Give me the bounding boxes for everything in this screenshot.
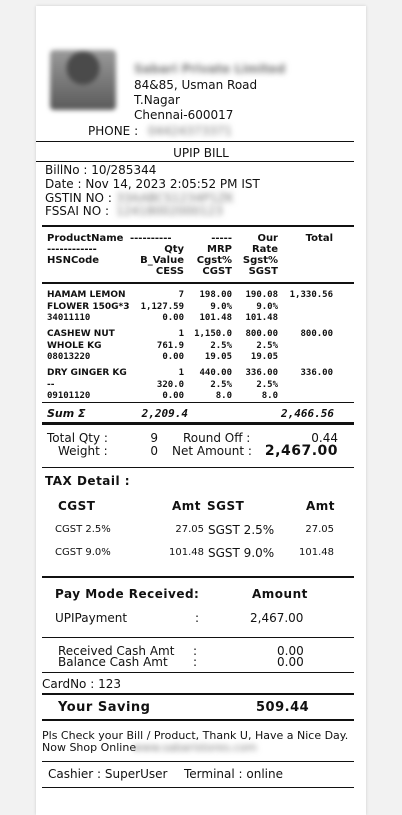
fssai-label: FSSAI NO : (45, 204, 109, 218)
cashier: Cashier : SuperUser (48, 767, 168, 781)
receipt-paper (36, 6, 366, 815)
bill-title: UPIP BILL (173, 146, 229, 160)
item-qty: 1 (178, 329, 184, 339)
item-cgst-pct: 2.5% (210, 380, 232, 390)
header-sgst-pct: Sgst% (242, 255, 278, 266)
store-address-line2: T.Nagar (134, 93, 180, 107)
tax-head-cgst: CGST (58, 499, 96, 513)
tax-head-amt: Amt (172, 499, 202, 513)
tax-sgst-rate: SGST 9.0% (208, 546, 275, 560)
tax-head-sgst: SGST (207, 499, 245, 513)
item-b-value: 761.9 (156, 341, 184, 351)
header-dashes: ---------- (130, 233, 172, 244)
item-sgst-pct: 2.5% (256, 380, 278, 390)
item-hsn: 34011110 (47, 313, 91, 323)
item-rate: 190.08 (245, 290, 278, 300)
divider (42, 787, 354, 788)
divider-thick (42, 719, 354, 721)
saving-value: 509.44 (256, 700, 310, 715)
sum-b-value: 2,209.4 (141, 407, 188, 420)
divider-thick (42, 422, 354, 425)
header-dashes: ----- (211, 233, 232, 244)
item-sgst-pct: 2.5% (256, 341, 278, 351)
item-cess: 0.00 (162, 352, 184, 362)
divider (42, 467, 354, 468)
header-cgst: CGST (202, 266, 232, 277)
item-cgst-pct: 9.0% (210, 302, 232, 312)
item-qty: 1 (178, 368, 184, 378)
header-qty: Qty (164, 244, 184, 255)
fssai-value: 12418002000123 (116, 204, 223, 218)
weight-value: 0 (150, 444, 158, 458)
item-sgst: 19.05 (250, 352, 278, 362)
weight-label: Weight : (58, 444, 108, 458)
pay-mode-colon: : (194, 587, 199, 601)
footer-website: www.sabaristores.com (133, 741, 257, 754)
bill-date: Date : Nov 14, 2023 2:05:52 PM IST (45, 177, 260, 191)
store-phone-value: 04424373371 (148, 124, 232, 138)
pay-mode-label: Pay Mode Received (55, 587, 195, 601)
header-sgst: SGST (248, 266, 278, 277)
header-total: Total (305, 233, 333, 244)
store-phone-label: PHONE : (88, 124, 139, 138)
tax-detail-title: TAX Detail : (45, 474, 131, 488)
total-qty-value: 9 (150, 431, 158, 445)
item-sgst-pct: 9.0% (256, 302, 278, 312)
item-qty: 7 (178, 290, 184, 300)
item-name: HAMAM LEMON (47, 290, 126, 300)
item-cgst: 19.05 (204, 352, 232, 362)
tax-head-amt: Amt (306, 499, 336, 513)
received-cash-label: Received Cash Amt (58, 644, 175, 658)
item-name: FLOWER 150G*3 (47, 302, 130, 312)
item-cgst: 8.0 (215, 391, 232, 401)
item-total: 1,330.56 (289, 290, 333, 300)
header-our: Our (257, 233, 278, 244)
item-name: CASHEW NUT (47, 329, 115, 339)
item-mrp: 198.00 (199, 290, 232, 300)
item-cgst: 101.48 (199, 313, 232, 323)
item-mrp: 1,150.0 (194, 329, 232, 339)
divider (36, 161, 354, 162)
item-cess: 0.00 (162, 313, 184, 323)
divider-thick (42, 282, 354, 284)
item-b-value: 320.0 (156, 380, 184, 390)
item-name: -- (47, 380, 55, 390)
item-cgst-pct: 2.5% (210, 341, 232, 351)
item-rate: 336.00 (245, 368, 278, 378)
round-off-label: Round Off : (183, 431, 251, 445)
balance-cash-colon: : (193, 655, 198, 669)
store-address-line3: Chennai-600017 (134, 108, 234, 122)
item-hsn: 08013220 (47, 352, 91, 362)
divider (42, 672, 354, 673)
total-qty-label: Total Qty : (47, 431, 108, 445)
divider-thick (42, 225, 354, 227)
divider (42, 761, 354, 762)
saving-label: Your Saving (58, 700, 151, 715)
item-b-value: 1,127.59 (140, 302, 184, 312)
gstin-value: 33AABCS1234P1ZK (116, 191, 234, 205)
divider (36, 141, 354, 142)
item-cess: 0.00 (162, 391, 184, 401)
header-product-name: ProductName (47, 233, 124, 244)
sum-total: 2,466.56 (281, 407, 334, 420)
pay-amount-label: Amount (252, 587, 308, 601)
divider-thick (42, 576, 354, 578)
gstin-label: GSTIN NO : (45, 191, 112, 205)
terminal: Terminal : online (184, 767, 283, 781)
bill-number: BillNo : 10/285344 (45, 163, 157, 177)
tax-cgst-rate: CGST 2.5% (55, 524, 111, 535)
sum-label: Sum Σ (47, 407, 86, 420)
item-rate: 800.00 (245, 329, 278, 339)
item-total: 336.00 (300, 368, 333, 378)
balance-cash-label: Balance Cash Amt (58, 655, 168, 669)
card-number: CardNo : 123 (42, 677, 121, 691)
pay-method-colon: : (195, 611, 200, 625)
footer-shop-online: Now Shop Online (42, 741, 137, 754)
header-b-value: B_Value (140, 255, 184, 266)
store-name: Sabari Private Limited (134, 62, 286, 76)
pay-method-amount: 2,467.00 (250, 611, 304, 625)
net-amount-value: 2,467.00 (264, 443, 338, 459)
item-total: 800.00 (300, 329, 333, 339)
received-cash-colon: : (193, 644, 198, 658)
header-mrp: MRP (207, 244, 232, 255)
header-cess: CESS (155, 266, 184, 277)
store-logo (50, 50, 116, 110)
tax-sgst-amt: 27.05 (305, 524, 334, 535)
divider-thick (42, 693, 354, 695)
header-dashes: ------------ (47, 244, 97, 255)
footer-message: Pls Check your Bill / Product, Thank U, Have a Nice Day. (42, 729, 349, 742)
header-cgst-pct: Cgst% (196, 255, 232, 266)
tax-cgst-rate: CGST 9.0% (55, 547, 111, 558)
store-address-line1: 84&85, Usman Road (134, 78, 258, 92)
tax-cgst-amt: 101.48 (169, 547, 204, 558)
round-off-value: 0.44 (311, 431, 338, 445)
tax-sgst-amt: 101.48 (299, 547, 334, 558)
item-name: WHOLE KG (47, 341, 102, 351)
divider (42, 402, 354, 403)
received-cash-value: 0.00 (277, 644, 304, 658)
item-sgst: 101.48 (245, 313, 278, 323)
net-amount-label: Net Amount : (172, 444, 252, 458)
tax-cgst-amt: 27.05 (175, 524, 204, 535)
item-name: DRY GINGER KG (47, 368, 127, 378)
tax-sgst-rate: SGST 2.5% (208, 523, 275, 537)
header-rate: Rate (251, 244, 278, 255)
divider (42, 637, 354, 638)
header-hsn-code: HSNCode (47, 255, 100, 266)
item-hsn: 09101120 (47, 391, 91, 401)
item-mrp: 440.00 (199, 368, 232, 378)
item-sgst: 8.0 (261, 391, 278, 401)
pay-method: UPIPayment (55, 611, 128, 625)
balance-cash-value: 0.00 (277, 655, 304, 669)
